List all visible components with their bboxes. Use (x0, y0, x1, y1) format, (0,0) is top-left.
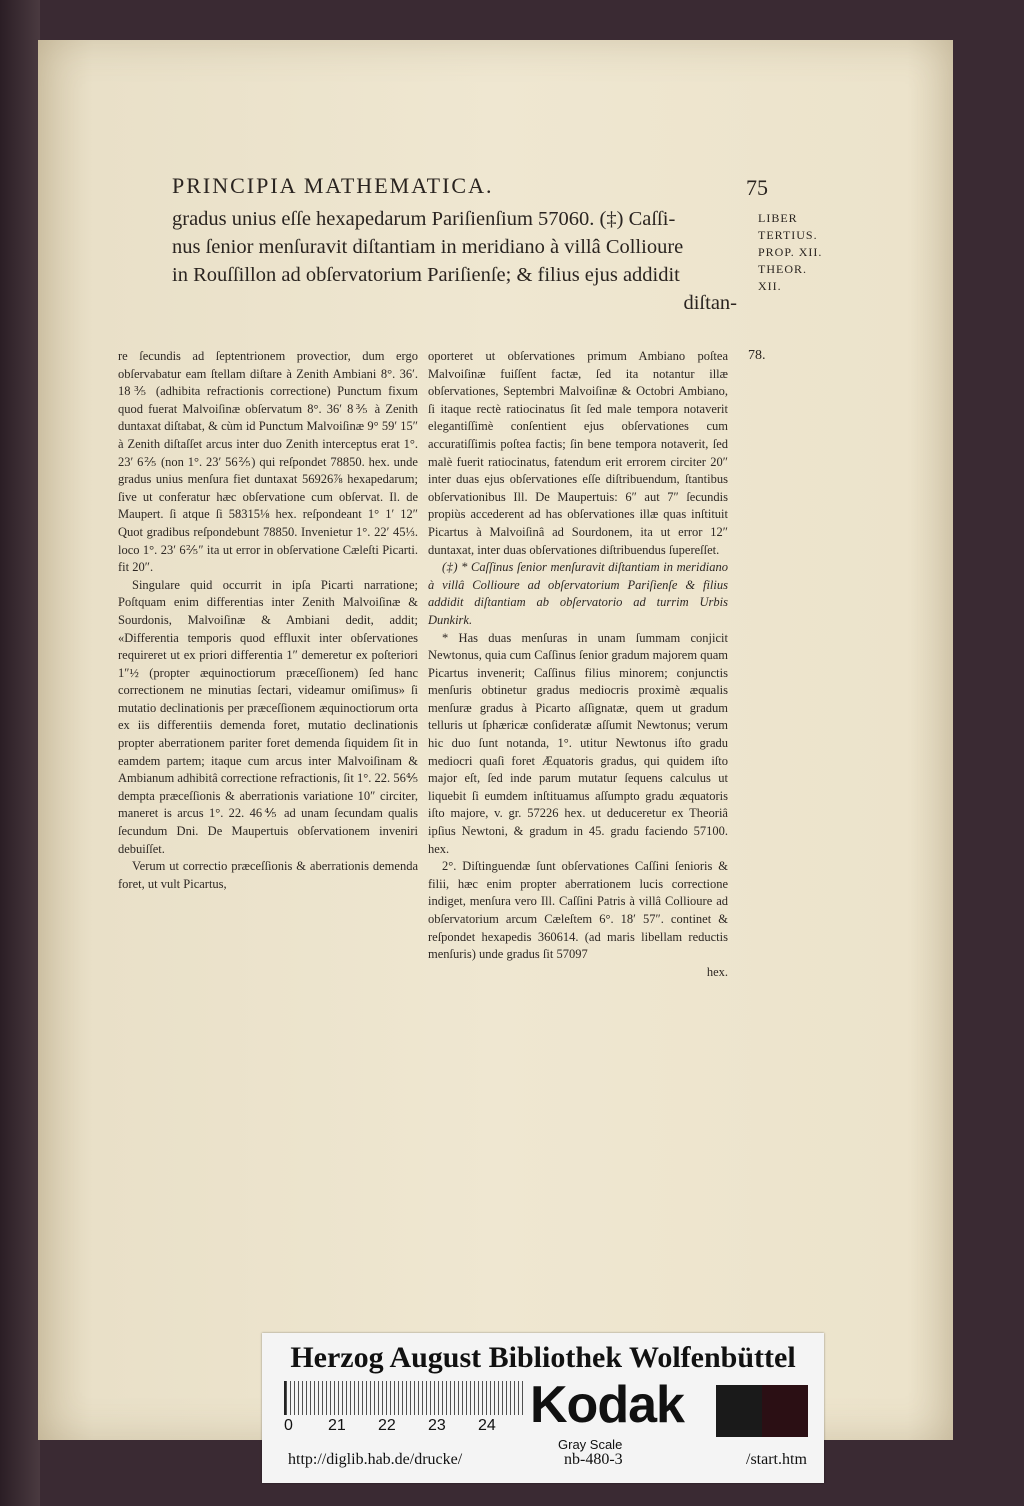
ruler-label: 24 (478, 1417, 496, 1434)
gray-swatch-black (762, 1385, 808, 1437)
scale-ruler (284, 1381, 526, 1415)
left-paragraph: re ſecundis ad ſeptentrionem provectior, dum ergo obſervabatur eam ſtellam diſtare à Zenith Ambiani 8°. 36′. 18⅗ (adhibita refractionis correctione) Punctum fixum quod fuerat Malvoiſinæ obſervatum 8°. 36′ 8⅗ à Zenith duntaxat diſtabat, & cùm id Punctum Malvoiſinæ 9° 59′ 15″ à Zenith diſtaſſet arcus inter duo Zenith interceptus erat 1°. 23′ 6⅖ (non 1°. 23′ 56⅖) qui reſpondet 78850. hex. unde gradus unius menſura fiet duntaxat 56926⅞ hexapedarum; ſive ut conferatur hæc obſervatione cum obſervat. Il. de Maupert. ſi atque ſi 58315⅛ hex. reſpondeant 1° 1′ 12″ Quot gradibus reſpondebunt 78850. Invenietur 1°. 22′ 45⅓. loco 1°. 23′ 6⅖″ ita ut error in obſervatione Cæleſti Picarti. fit 20″. (118, 349, 418, 575)
margin-line: TERTIUS. (758, 228, 818, 242)
right-paragraph: * Has duas menſuras in unam ſummam conjicit Newtonus, quia cum Caſſinus ſenior gradum majorem quam Picartus invenerit; Caſſinus filius minorem; conjunctis menſuris obtinetur gradus mediocris proximè æqualis menſuræ gradus à Picarto aſſignatæ, quem ut gradum telluris ut ſphæricæ conſideratæ aſſumit Newtonus; verum hic duo ſunt notanda, 1°. utitur Newtonus iſto gradu mediocri quaſi foret Æquatoris gradus, qui quidem iſto major eſt, ſed inde parum mutatur ſequens calculus ut liquebit ſi eumdem inſtituamus aſſumpto gradu æquatoris iſto majore, v. gr. 57226 hex. ut deduceretur ex Theoriâ ipſius Newtoni, & gradum in 45. gradu faciendo 57100. hex. (428, 630, 728, 856)
margin-note (758, 210, 822, 295)
gray-swatch-dark (716, 1385, 762, 1437)
intro-line: gradus unius eſſe hexapedarum Pariſienſium 57060. (‡) Caſſi- (172, 208, 676, 230)
library-color-card (262, 1333, 824, 1483)
gray-scale-label: Gray Scale (558, 1437, 623, 1452)
footnote-paragraph: (‡) * Caſſinus ſenior menſuravit diſtantiam in meridiano à villâ Collioure ad obſervatorium Pariſienſe & filius addidit diſtantiam ab obſervatorio ad turrim Urbis Dunkirk. (428, 560, 728, 627)
margin-line: LIBER (758, 211, 798, 225)
kodak-logo: Kodak (530, 1376, 684, 1434)
intro-paragraph (172, 205, 737, 317)
ruler-label: 0 (284, 1417, 293, 1434)
right-paragraph: 2°. Diſtinguendæ ſunt obſervationes Caſſini ſenioris & filii, hæc enim propter aberrationem lucis correctione indiget, menſura vero Ill. Caſſini Patris à villâ Collioure ad obſervatorium arcum Cæleſtem 6°. 18′ 57″. continet & reſpondet hexapedis 360614. (ad maris libellam reductis menſuris) unde gradus ſit 57097 (428, 859, 728, 962)
ruler-label: 22 (378, 1417, 396, 1434)
start-link: /start.htm (746, 1451, 807, 1468)
shelfmark: nb-480-3 (564, 1451, 623, 1468)
page-number: 75 (746, 175, 768, 200)
running-title: PRINCIPIA MATHEMATICA. (172, 173, 494, 198)
margin-line: PROP. XII. (758, 245, 823, 259)
ruler-label: 21 (328, 1417, 346, 1434)
margin-line: THEOR. (758, 262, 807, 276)
library-title: Herzog August Bibliothek Wolfenbüttel (290, 1341, 796, 1374)
ruler-ticks (286, 1381, 526, 1415)
intro-line: in Rouſſillon ad obſervatorium Pariſienſe; & filius ejus addidit (172, 264, 680, 286)
right-paragraph: oporteret ut obſervationes primum Ambiano poſtea Malvoiſinæ fuiſſent factæ, ſed ita notantur illæ obſervationes, Septembri Malvoiſinæ & Octobri Ambiano, ſi itaque rectè ratiocinatus ſit ſed male tempora notaverit elegantiſſimè conſentient ejus obſervationes cum accuratiſſimis poſtea factis; ſin bene tempora notaverit, ſed malè fuerit ratiocinatus, fatendum erit errorem circiter 20″ inter duas ejus obſervationes eſſe diſtribuendum, ſtantibus obſervationibus Ill. De Maupertuis: 6″ aut 7″ ſecundis propiùs accederent ad has obſervationes illæ quas inſtituit Picartus à Malvoiſinâ ad Sourdonem, ita ut error 12″ duntaxat, inter duas obſervationes diſtribuendus ſupereſſet. (428, 349, 728, 557)
left-column (118, 348, 418, 893)
right-paragraph-end: hex. (706, 964, 728, 979)
intro-line: nus ſenior menſuravit diſtantiam in meridiano à villâ Collioure (172, 236, 684, 258)
margin-line: XII. (758, 279, 782, 293)
intro-line: diſtan- (683, 292, 737, 314)
right-column (428, 348, 728, 981)
library-url: http://diglib.hab.de/drucke/ (288, 1451, 463, 1468)
background-edge (0, 0, 40, 1506)
margin-number: 78. (748, 348, 766, 363)
ruler-label: 23 (428, 1417, 446, 1434)
left-paragraph: Singulare quid occurrit in ipſa Picarti narratione; Poſtquam enim differentias inter Zenith Malvoiſinæ & Sourdonis, Malvoiſinæ & Ambiani dedit, addit; «Differentia temporis quod effluxit inter obſervationes requireret ut ex priori differentia 1″ demeretur ex poſteriori 1″½ (propter æquinoctiorum præceſſionem) ſed hanc correctionem ne minutias ſectari, videamur omiſimus» ſi mutatio declinationis per præceſſionem æquinoctiorum orta ex iis differentiis demenda foret, mutatio declinationis propter aberrationem pariter foret demenda ſiquidem ſit in eamdem partem; itaque cum arcus inter Malvoiſinam & Ambianum adhibitâ correctione refractionis, ſit 1°. 22. 56⅘ dempta præceſſionis & aberrationis variatione 10″ circiter, maneret is arcus 1°. 22. 46⅘ ad unam ſecundam qualis ſecundum Dni. De Maupertuis obſervationem inveniri debuiſſet. (118, 577, 418, 856)
left-paragraph: Verum ut correctio præceſſionis & aberrationis demenda foret, ut vult Picartus, (118, 859, 418, 891)
